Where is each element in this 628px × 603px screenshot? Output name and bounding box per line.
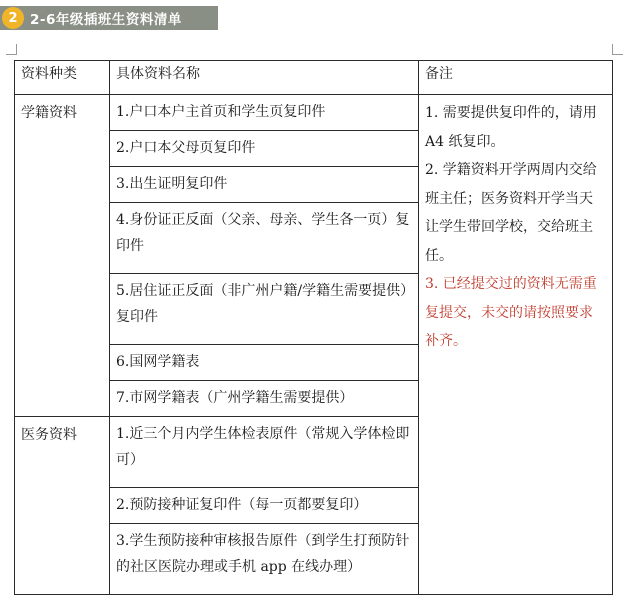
note-2: 2. 学籍资料开学两周内交给班主任；医务资料开学当天让学生带回学校，交给班主任。	[425, 162, 597, 264]
column-header-notes: 备注	[419, 61, 613, 95]
item-cell: 3.学生预防接种审核报告原件（到学生打预防针的社区医院办理或手机 app 在线办理）	[110, 524, 419, 595]
column-header-category: 资料种类	[15, 61, 110, 95]
item-cell: 3.出生证明复印件	[110, 167, 419, 203]
page-corner-mark-right	[612, 44, 623, 55]
table-row	[15, 95, 613, 131]
column-header-item: 具体资料名称	[110, 61, 419, 95]
note-3-highlight: 3. 已经提交过的资料无需重复提交，未交的请按照要求补齐。	[425, 276, 597, 349]
page-corner-mark-left	[6, 44, 17, 55]
materials-table	[14, 60, 613, 595]
section-header	[0, 6, 218, 30]
section-title: 2-6年级插班生资料清单	[30, 12, 182, 28]
table-header-row	[15, 61, 613, 95]
item-cell: 2.户口本父母页复印件	[110, 131, 419, 167]
item-cell: 2.预防接种证复印件（每一页都要复印）	[110, 488, 419, 524]
item-cell: 1.户口本户主首页和学生页复印件	[110, 95, 419, 131]
notes-cell	[419, 95, 613, 595]
item-cell: 7.市网学籍表（广州学籍生需要提供）	[110, 381, 419, 417]
note-1: 1. 需要提供复印件的，请用 A4 纸复印。	[425, 105, 597, 150]
category-cell-medical: 医务资料	[15, 417, 110, 595]
item-cell: 6.国网学籍表	[110, 345, 419, 381]
category-cell-enrollment: 学籍资料	[15, 95, 110, 417]
item-cell: 1.近三个月内学生体检表原件（常规入学体检即可）	[110, 417, 419, 488]
item-cell: 5.居住证正反面（非广州户籍/学籍生需要提供）复印件	[110, 274, 419, 345]
item-cell: 4.身份证正反面（父亲、母亲、学生各一页）复印件	[110, 203, 419, 274]
section-number-badge: 2	[2, 7, 24, 29]
